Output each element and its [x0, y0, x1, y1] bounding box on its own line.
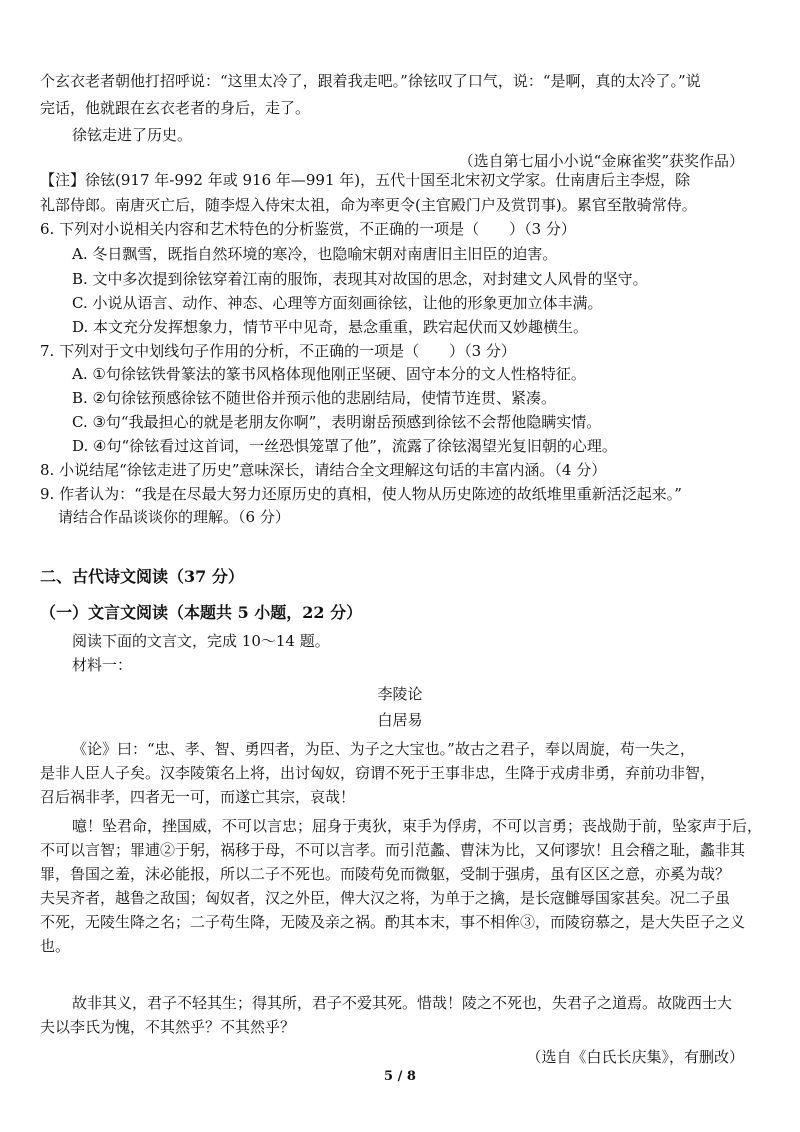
paragraph-2-line-6: 也。 [40, 937, 71, 955]
section-2-1-heading: （一）文言文阅读（本题共 5 小题，22 分） [40, 603, 363, 622]
note-line-2: 礼部侍郎。南唐灭亡后，随李煜入侍宋太祖，命为率更令(主官殿门户及赏罚事)。累官至散骑常侍。 [40, 196, 697, 214]
paragraph-1-line-1: 《论》曰：“忠、孝、智、勇四者，为臣、为子之大宝也。”故古之君子，奉以周旋，苟一失之， [72, 740, 695, 758]
question-6-option-a: A. 冬日飘雪，既指自然环境的寒冷，也隐喻宋朝对南唐旧主旧臣的迫害。 [72, 245, 558, 263]
paragraph-1-line-3: 召后祸非孝，四者无一可，而遂亡其宗，哀哉！ [40, 788, 356, 806]
note-line-1: 【注】徐铉(917 年-992 年或 916 年—991 年)，五代十国至北宋初文学家。仕南唐后主李煜，除 [40, 171, 691, 189]
essay-source: （选自《白氏长庆集》，有删改） [526, 1048, 744, 1066]
paragraph-2-line-4: 夫吴齐者，越鲁之敌国；匈奴者，汉之外臣，俾大汉之将，为单于之擒，是长寇雠辱国家甚矣。况二子虽 [40, 889, 731, 907]
question-7-option-c: C. ③句“我最担心的就是老朋友你啊”，表明谢岳预感到徐铉不会帮他隐瞒实情。 [72, 413, 602, 431]
material-1-label: 材料一： [72, 656, 133, 674]
question-7-option-a: A. ①句徐铉铁骨篆法的篆书风格体现他刚正坚硬、固守本分的文人性格特征。 [72, 365, 586, 383]
question-6-option-c: C. 小说从语言、动作、神态、心理等方面刻画徐铉，让他的形象更加立体丰满。 [72, 294, 603, 312]
story-tail-line-2: 完话，他就跟在玄衣老者的身后，走了。 [40, 99, 311, 117]
question-9-line-2: 请结合作品谈谈你的理解。（6 分） [58, 508, 290, 526]
paragraph-2-line-5: 不死，无陵生降之名；二子苟生降，无陵及亲之祸。酌其本末，事不相侔③，而陵窃慕之，是大失臣子之义 [40, 913, 746, 931]
question-7-option-b: B. ②句徐铉预感徐铉不随世俗并预示他的悲剧结局，使情节连贯、紧凑。 [72, 389, 557, 407]
essay-author: 白居易 [377, 711, 423, 729]
story-tail-line-3: 徐铉走进了历史。 [72, 126, 193, 144]
paragraph-1-line-2: 是非人臣人子矣。汉李陵策名上将，出讨匈奴，窃谓不死于王事非忠，生降于戎虏非勇，弃前功非智， [40, 764, 716, 782]
section-2-heading: 二、古代诗文阅读（37 分） [40, 567, 244, 586]
paragraph-2-line-1: 噫！坠君命，挫国威，不可以言忠；屈身于夷狄，束手为俘虏，不可以言勇；丧战勋于前，坠家声于后， [72, 817, 763, 835]
paragraph-3-line-1: 故非其义，君子不轻其生；得其所，君子不爱其死。惜哉！陵之不死也，失君子之道焉。故陇西士大 [72, 994, 733, 1012]
reading-instruction: 阅读下面的文言文，完成 10～14 题。 [72, 632, 330, 650]
question-6-stem: 6. 下列对小说相关内容和艺术特色的分析鉴赏，不正确的一项是（ ）（3 分） [40, 220, 576, 238]
question-8: 8. 小说结尾“徐铉走进了历史”意味深长，请结合全文理解这句话的丰富内涵。（4 分） [40, 461, 607, 479]
paragraph-2-line-2: 不可以言智；罪逋②于躬，祸移于母，不可以言孝。而引范蠡、曹沫为比，又何谬欤！且会稽之耻，蠡非其 [40, 841, 746, 859]
essay-title: 李陵论 [377, 685, 423, 703]
question-6-option-d: D. 本文充分发挥想象力，情节平中见奇，悬念重重，跌宕起伏而又妙趣横生。 [72, 318, 589, 336]
paragraph-2-line-3: 罪，鲁国之羞，沫必能报，所以二子不死也。而陵苟免而微躯，受制于强虏，虽有区区之意，亦奚为哉？ [40, 865, 731, 883]
page-number: 5 / 8 [384, 1069, 416, 1084]
story-tail-line-1: 个玄衣老者朝他打招呼说：“这里太冷了，跟着我走吧。”徐铉叹了口气，说：“是啊，真的太冷了。”说 [40, 72, 701, 90]
question-7-stem: 7. 下列对于文中划线句子作用的分析，不正确的一项是（ ）（3 分） [40, 342, 516, 360]
question-6-option-b: B. 文中多次提到徐铉穿着江南的服饰，表现其对故国的思念，对封建文人风骨的坚守。 [72, 270, 648, 288]
question-9-line-1: 9. 作者认为：“我是在尽最大努力还原历史的真相，使人物从历史陈迹的故纸堆里重新活泛起来。” [40, 485, 682, 503]
story-source: （选自第七届小小说“金麻雀奖”获奖作品） [458, 152, 744, 170]
question-7-option-d: D. ④句“徐铉看过这首词，一丝恐惧笼罩了他”，流露了徐铉渴望光复旧朝的心理。 [72, 437, 617, 455]
paragraph-3-line-2: 夫以李氏为愧，不其然乎？不其然乎？ [40, 1018, 296, 1036]
